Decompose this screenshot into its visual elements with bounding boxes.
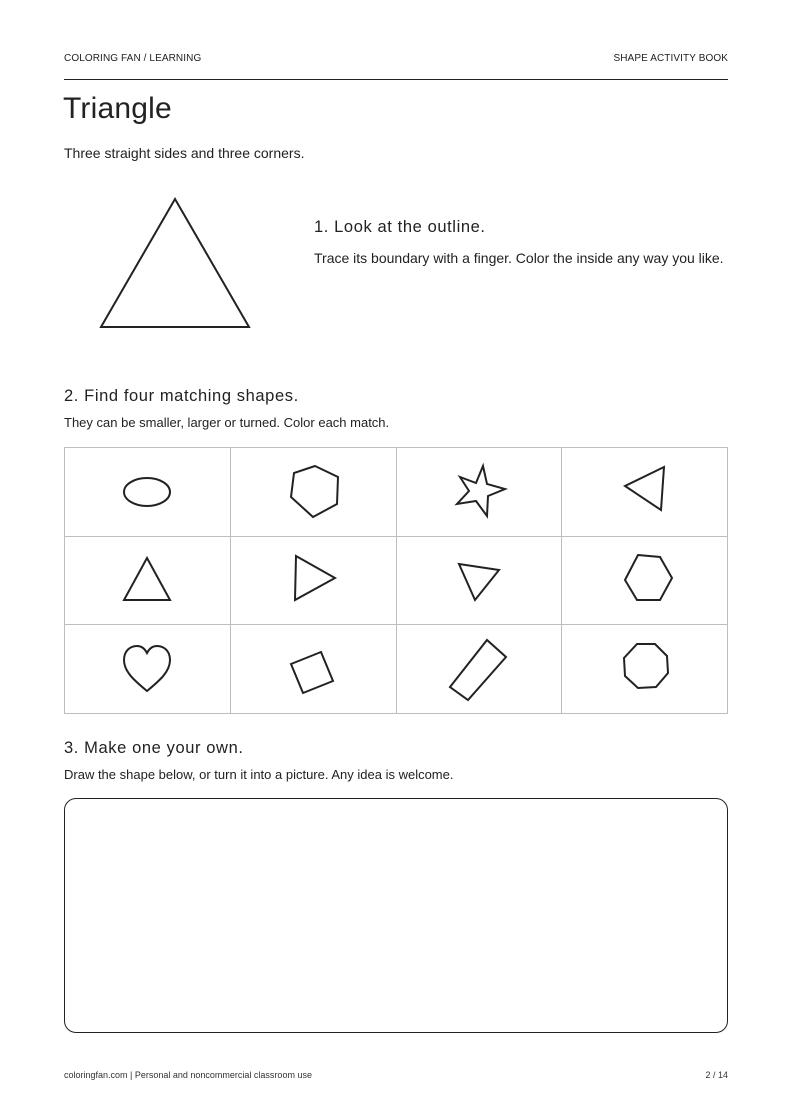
shape-cell[interactable] [562,448,728,537]
header-book-title: SHAPE ACTIVITY BOOK [613,53,728,64]
page-subtitle: Three straight sides and three corners. [64,145,305,161]
rectangle-rotated-icon [446,636,512,702]
footer-credit: coloringfan.com | Personal and noncommercial classroom use [64,1070,312,1080]
drawing-area[interactable] [64,798,728,1033]
header-breadcrumb: COLORING FAN / LEARNING [64,53,202,64]
shape-cell[interactable] [65,625,231,714]
step3-text: Draw the shape below, or turn it into a picture. Any idea is welcome. [64,767,454,782]
step3-title: 3. Make one your own. [64,739,244,757]
step1-title: 1. Look at the outline. [314,218,486,236]
step2-text: They can be smaller, larger or turned. Color each match. [64,415,390,430]
step1-text: Trace its boundary with a finger. Color the inside any way you like. [314,250,724,266]
shape-cell[interactable] [397,625,563,714]
shape-cell[interactable] [231,448,397,537]
page-number: 2 / 14 [705,1070,728,1080]
triangle-up-icon [117,550,177,610]
shape-cell[interactable] [397,448,563,537]
step2-title: 2. Find four matching shapes. [64,387,299,405]
page-title: Triangle [63,92,172,125]
shape-cell[interactable] [562,625,728,714]
heart-icon [117,639,177,699]
shape-cell[interactable] [231,537,397,626]
shape-cell[interactable] [562,537,728,626]
ellipse-icon [117,462,177,522]
shape-cell[interactable] [397,537,563,626]
star-icon [449,462,509,522]
shape-cell[interactable] [65,448,231,537]
hexagon-icon [615,550,675,610]
pentagon-icon [283,462,343,522]
shape-grid [64,447,728,714]
shape-cell[interactable] [231,625,397,714]
page-header [64,53,728,80]
triangle-right-icon [283,550,343,610]
triangle-outline-icon [98,196,252,330]
triangle-left-icon [615,462,675,522]
square-rotated-icon [283,639,343,699]
triangle-down-icon [449,550,509,610]
octagon-icon [615,639,675,699]
shape-cell[interactable] [65,537,231,626]
